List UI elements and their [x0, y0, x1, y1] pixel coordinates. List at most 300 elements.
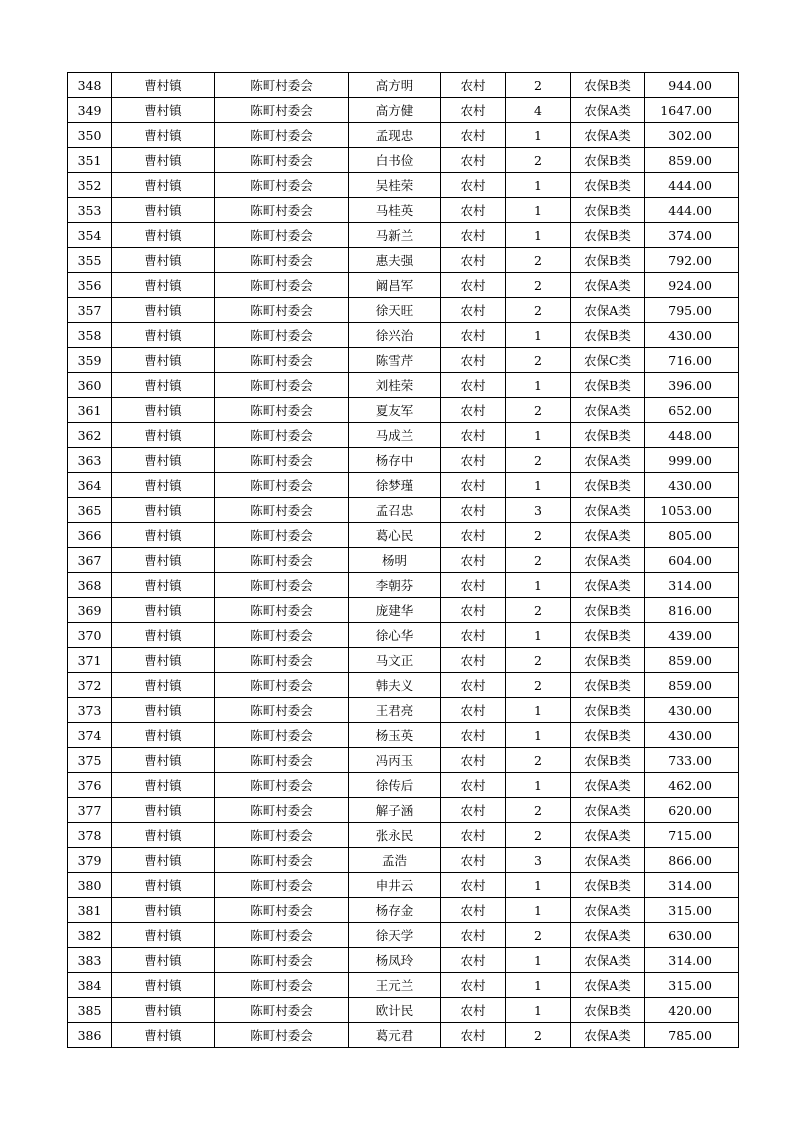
cell-village-committee: 陈町村委会 [215, 173, 349, 198]
cell-town: 曹村镇 [112, 573, 215, 598]
table-row [68, 523, 739, 548]
cell-insurance-category: 农保B类 [571, 373, 645, 398]
cell-insurance-category: 农保A类 [571, 973, 645, 998]
cell-amount: 785.00 [645, 1023, 739, 1048]
cell-area-type: 农村 [441, 923, 506, 948]
table-row [68, 173, 739, 198]
cell-amount: 374.00 [645, 223, 739, 248]
cell-town: 曹村镇 [112, 898, 215, 923]
cell-village-committee: 陈町村委会 [215, 548, 349, 573]
table-row [68, 948, 739, 973]
cell-village-committee: 陈町村委会 [215, 98, 349, 123]
table-row [68, 1023, 739, 1048]
cell-town: 曹村镇 [112, 773, 215, 798]
cell-town: 曹村镇 [112, 723, 215, 748]
cell-area-type: 农村 [441, 223, 506, 248]
cell-village-committee: 陈町村委会 [215, 773, 349, 798]
cell-area-type: 农村 [441, 523, 506, 548]
cell-amount: 430.00 [645, 323, 739, 348]
table-row [68, 223, 739, 248]
cell-serial-number: 368 [68, 573, 112, 598]
table-row [68, 123, 739, 148]
cell-village-committee: 陈町村委会 [215, 573, 349, 598]
cell-serial-number: 360 [68, 373, 112, 398]
cell-insurance-category: 农保B类 [571, 998, 645, 1023]
table-row [68, 273, 739, 298]
cell-area-type: 农村 [441, 548, 506, 573]
cell-insurance-category: 农保A类 [571, 823, 645, 848]
cell-area-type: 农村 [441, 73, 506, 98]
cell-recipient-name: 冯丙玉 [349, 748, 441, 773]
cell-area-type: 农村 [441, 448, 506, 473]
cell-amount: 999.00 [645, 448, 739, 473]
cell-village-committee: 陈町村委会 [215, 348, 349, 373]
cell-area-type: 农村 [441, 598, 506, 623]
table-row [68, 748, 739, 773]
cell-serial-number: 353 [68, 198, 112, 223]
cell-serial-number: 367 [68, 548, 112, 573]
cell-village-committee: 陈町村委会 [215, 623, 349, 648]
cell-serial-number: 372 [68, 673, 112, 698]
cell-town: 曹村镇 [112, 798, 215, 823]
cell-village-committee: 陈町村委会 [215, 898, 349, 923]
cell-amount: 795.00 [645, 298, 739, 323]
cell-insurance-category: 农保B类 [571, 473, 645, 498]
cell-serial-number: 371 [68, 648, 112, 673]
cell-town: 曹村镇 [112, 98, 215, 123]
cell-town: 曹村镇 [112, 348, 215, 373]
cell-serial-number: 355 [68, 248, 112, 273]
table-row [68, 873, 739, 898]
cell-serial-number: 348 [68, 73, 112, 98]
table-row [68, 323, 739, 348]
cell-recipient-name: 吴桂荣 [349, 173, 441, 198]
cell-insurance-category: 农保A类 [571, 898, 645, 923]
cell-serial-number: 382 [68, 923, 112, 948]
cell-amount: 944.00 [645, 73, 739, 98]
cell-recipient-name: 徐天学 [349, 923, 441, 948]
cell-town: 曹村镇 [112, 848, 215, 873]
cell-recipient-name: 徐天旺 [349, 298, 441, 323]
cell-amount: 924.00 [645, 273, 739, 298]
cell-recipient-name: 徐心华 [349, 623, 441, 648]
table-row [68, 673, 739, 698]
table-row [68, 98, 739, 123]
cell-area-type: 农村 [441, 723, 506, 748]
cell-town: 曹村镇 [112, 948, 215, 973]
cell-household-persons: 2 [506, 348, 571, 373]
cell-area-type: 农村 [441, 798, 506, 823]
cell-insurance-category: 农保C类 [571, 348, 645, 373]
cell-insurance-category: 农保A类 [571, 448, 645, 473]
cell-insurance-category: 农保B类 [571, 173, 645, 198]
cell-amount: 652.00 [645, 398, 739, 423]
cell-recipient-name: 孟现忠 [349, 123, 441, 148]
cell-town: 曹村镇 [112, 1023, 215, 1048]
cell-village-committee: 陈町村委会 [215, 273, 349, 298]
cell-village-committee: 陈町村委会 [215, 498, 349, 523]
cell-serial-number: 370 [68, 623, 112, 648]
table-row [68, 398, 739, 423]
cell-household-persons: 2 [506, 73, 571, 98]
cell-household-persons: 1 [506, 473, 571, 498]
cell-village-committee: 陈町村委会 [215, 673, 349, 698]
cell-serial-number: 351 [68, 148, 112, 173]
cell-household-persons: 1 [506, 173, 571, 198]
cell-insurance-category: 农保B类 [571, 748, 645, 773]
cell-serial-number: 365 [68, 498, 112, 523]
table-row [68, 148, 739, 173]
cell-household-persons: 2 [506, 523, 571, 548]
table-body [68, 73, 739, 1048]
cell-amount: 1647.00 [645, 98, 739, 123]
cell-village-committee: 陈町村委会 [215, 823, 349, 848]
cell-area-type: 农村 [441, 948, 506, 973]
table-row [68, 348, 739, 373]
cell-amount: 448.00 [645, 423, 739, 448]
cell-serial-number: 357 [68, 298, 112, 323]
cell-village-committee: 陈町村委会 [215, 873, 349, 898]
cell-serial-number: 380 [68, 873, 112, 898]
cell-serial-number: 363 [68, 448, 112, 473]
cell-recipient-name: 杨存中 [349, 448, 441, 473]
cell-household-persons: 2 [506, 398, 571, 423]
cell-area-type: 农村 [441, 848, 506, 873]
cell-village-committee: 陈町村委会 [215, 123, 349, 148]
cell-insurance-category: 农保B类 [571, 623, 645, 648]
cell-recipient-name: 马成兰 [349, 423, 441, 448]
cell-recipient-name: 申井云 [349, 873, 441, 898]
cell-household-persons: 2 [506, 273, 571, 298]
cell-amount: 715.00 [645, 823, 739, 848]
cell-serial-number: 385 [68, 998, 112, 1023]
table-row [68, 973, 739, 998]
cell-area-type: 农村 [441, 698, 506, 723]
cell-insurance-category: 农保B类 [571, 673, 645, 698]
table-row [68, 473, 739, 498]
cell-amount: 444.00 [645, 173, 739, 198]
cell-village-committee: 陈町村委会 [215, 448, 349, 473]
cell-recipient-name: 马文正 [349, 648, 441, 673]
cell-insurance-category: 农保A类 [571, 1023, 645, 1048]
cell-household-persons: 1 [506, 123, 571, 148]
cell-village-committee: 陈町村委会 [215, 248, 349, 273]
cell-amount: 866.00 [645, 848, 739, 873]
cell-village-committee: 陈町村委会 [215, 223, 349, 248]
cell-recipient-name: 阚昌军 [349, 273, 441, 298]
table-row [68, 423, 739, 448]
cell-insurance-category: 农保B类 [571, 198, 645, 223]
cell-area-type: 农村 [441, 823, 506, 848]
cell-recipient-name: 葛心民 [349, 523, 441, 548]
cell-village-committee: 陈町村委会 [215, 923, 349, 948]
cell-household-persons: 2 [506, 298, 571, 323]
cell-household-persons: 1 [506, 973, 571, 998]
table-row [68, 498, 739, 523]
table-row [68, 998, 739, 1023]
cell-town: 曹村镇 [112, 198, 215, 223]
cell-recipient-name: 孟召忠 [349, 498, 441, 523]
cell-village-committee: 陈町村委会 [215, 523, 349, 548]
table-row [68, 723, 739, 748]
cell-household-persons: 1 [506, 873, 571, 898]
cell-insurance-category: 农保B类 [571, 323, 645, 348]
cell-town: 曹村镇 [112, 998, 215, 1023]
cell-amount: 604.00 [645, 548, 739, 573]
cell-village-committee: 陈町村委会 [215, 473, 349, 498]
table-row [68, 598, 739, 623]
cell-insurance-category: 农保A类 [571, 123, 645, 148]
cell-town: 曹村镇 [112, 298, 215, 323]
cell-amount: 620.00 [645, 798, 739, 823]
cell-insurance-category: 农保B类 [571, 73, 645, 98]
cell-amount: 430.00 [645, 473, 739, 498]
cell-recipient-name: 李朝芬 [349, 573, 441, 598]
cell-serial-number: 349 [68, 98, 112, 123]
cell-town: 曹村镇 [112, 373, 215, 398]
cell-recipient-name: 夏友军 [349, 398, 441, 423]
cell-insurance-category: 农保A类 [571, 273, 645, 298]
cell-town: 曹村镇 [112, 273, 215, 298]
cell-serial-number: 369 [68, 598, 112, 623]
cell-village-committee: 陈町村委会 [215, 598, 349, 623]
cell-town: 曹村镇 [112, 73, 215, 98]
cell-insurance-category: 农保A类 [571, 98, 645, 123]
cell-town: 曹村镇 [112, 623, 215, 648]
cell-recipient-name: 惠夫强 [349, 248, 441, 273]
cell-village-committee: 陈町村委会 [215, 423, 349, 448]
cell-town: 曹村镇 [112, 923, 215, 948]
table-row [68, 573, 739, 598]
cell-insurance-category: 农保A类 [571, 848, 645, 873]
cell-serial-number: 350 [68, 123, 112, 148]
cell-serial-number: 375 [68, 748, 112, 773]
cell-area-type: 农村 [441, 648, 506, 673]
cell-recipient-name: 孟浩 [349, 848, 441, 873]
cell-insurance-category: 农保A类 [571, 798, 645, 823]
cell-amount: 716.00 [645, 348, 739, 373]
cell-town: 曹村镇 [112, 823, 215, 848]
cell-recipient-name: 马桂英 [349, 198, 441, 223]
cell-town: 曹村镇 [112, 173, 215, 198]
cell-village-committee: 陈町村委会 [215, 848, 349, 873]
cell-recipient-name: 杨存金 [349, 898, 441, 923]
cell-insurance-category: 农保B类 [571, 423, 645, 448]
table-row [68, 898, 739, 923]
cell-recipient-name: 马新兰 [349, 223, 441, 248]
cell-village-committee: 陈町村委会 [215, 648, 349, 673]
cell-amount: 314.00 [645, 948, 739, 973]
cell-village-committee: 陈町村委会 [215, 948, 349, 973]
cell-serial-number: 356 [68, 273, 112, 298]
cell-household-persons: 1 [506, 773, 571, 798]
cell-serial-number: 384 [68, 973, 112, 998]
cell-amount: 462.00 [645, 773, 739, 798]
cell-household-persons: 1 [506, 323, 571, 348]
cell-serial-number: 386 [68, 1023, 112, 1048]
cell-town: 曹村镇 [112, 473, 215, 498]
cell-area-type: 农村 [441, 298, 506, 323]
cell-town: 曹村镇 [112, 748, 215, 773]
table-row [68, 198, 739, 223]
cell-recipient-name: 王元兰 [349, 973, 441, 998]
cell-town: 曹村镇 [112, 548, 215, 573]
cell-household-persons: 1 [506, 948, 571, 973]
cell-amount: 859.00 [645, 673, 739, 698]
cell-household-persons: 2 [506, 598, 571, 623]
cell-household-persons: 2 [506, 548, 571, 573]
cell-village-committee: 陈町村委会 [215, 798, 349, 823]
cell-household-persons: 2 [506, 448, 571, 473]
cell-town: 曹村镇 [112, 498, 215, 523]
cell-insurance-category: 农保B类 [571, 873, 645, 898]
cell-amount: 805.00 [645, 523, 739, 548]
cell-serial-number: 364 [68, 473, 112, 498]
table-row [68, 623, 739, 648]
cell-insurance-category: 农保A类 [571, 773, 645, 798]
cell-town: 曹村镇 [112, 973, 215, 998]
cell-insurance-category: 农保A类 [571, 298, 645, 323]
table-row [68, 73, 739, 98]
cell-serial-number: 381 [68, 898, 112, 923]
table-row [68, 798, 739, 823]
table-row [68, 923, 739, 948]
cell-village-committee: 陈町村委会 [215, 398, 349, 423]
cell-serial-number: 377 [68, 798, 112, 823]
table-row [68, 848, 739, 873]
cell-area-type: 农村 [441, 898, 506, 923]
cell-village-committee: 陈町村委会 [215, 748, 349, 773]
cell-household-persons: 2 [506, 923, 571, 948]
cell-insurance-category: 农保B类 [571, 723, 645, 748]
beneficiary-table [67, 72, 739, 1048]
cell-amount: 314.00 [645, 873, 739, 898]
cell-household-persons: 1 [506, 573, 571, 598]
cell-recipient-name: 高方明 [349, 73, 441, 98]
cell-serial-number: 379 [68, 848, 112, 873]
cell-village-committee: 陈町村委会 [215, 698, 349, 723]
cell-insurance-category: 农保A类 [571, 398, 645, 423]
cell-area-type: 农村 [441, 998, 506, 1023]
cell-area-type: 农村 [441, 98, 506, 123]
cell-insurance-category: 农保B类 [571, 698, 645, 723]
cell-household-persons: 2 [506, 648, 571, 673]
cell-area-type: 农村 [441, 198, 506, 223]
cell-village-committee: 陈町村委会 [215, 148, 349, 173]
cell-area-type: 农村 [441, 673, 506, 698]
cell-area-type: 农村 [441, 373, 506, 398]
cell-household-persons: 2 [506, 1023, 571, 1048]
cell-area-type: 农村 [441, 423, 506, 448]
cell-insurance-category: 农保B类 [571, 598, 645, 623]
table-row [68, 698, 739, 723]
cell-town: 曹村镇 [112, 648, 215, 673]
cell-area-type: 农村 [441, 398, 506, 423]
cell-town: 曹村镇 [112, 448, 215, 473]
cell-insurance-category: 农保A类 [571, 948, 645, 973]
table-row [68, 648, 739, 673]
cell-serial-number: 361 [68, 398, 112, 423]
cell-area-type: 农村 [441, 773, 506, 798]
cell-insurance-category: 农保A类 [571, 573, 645, 598]
cell-village-committee: 陈町村委会 [215, 998, 349, 1023]
cell-recipient-name: 高方健 [349, 98, 441, 123]
cell-insurance-category: 农保A类 [571, 923, 645, 948]
cell-village-committee: 陈町村委会 [215, 723, 349, 748]
cell-area-type: 农村 [441, 323, 506, 348]
cell-recipient-name: 徐传后 [349, 773, 441, 798]
table-row [68, 823, 739, 848]
cell-area-type: 农村 [441, 873, 506, 898]
cell-household-persons: 1 [506, 198, 571, 223]
cell-insurance-category: 农保A类 [571, 523, 645, 548]
cell-amount: 430.00 [645, 723, 739, 748]
cell-serial-number: 352 [68, 173, 112, 198]
cell-recipient-name: 陈雪芹 [349, 348, 441, 373]
cell-amount: 733.00 [645, 748, 739, 773]
cell-amount: 444.00 [645, 198, 739, 223]
cell-village-committee: 陈町村委会 [215, 973, 349, 998]
cell-recipient-name: 庞建华 [349, 598, 441, 623]
cell-serial-number: 358 [68, 323, 112, 348]
cell-recipient-name: 葛元君 [349, 1023, 441, 1048]
cell-area-type: 农村 [441, 623, 506, 648]
cell-village-committee: 陈町村委会 [215, 298, 349, 323]
cell-amount: 314.00 [645, 573, 739, 598]
cell-town: 曹村镇 [112, 248, 215, 273]
cell-amount: 420.00 [645, 998, 739, 1023]
cell-amount: 630.00 [645, 923, 739, 948]
cell-amount: 430.00 [645, 698, 739, 723]
cell-town: 曹村镇 [112, 398, 215, 423]
cell-recipient-name: 白书俭 [349, 148, 441, 173]
cell-town: 曹村镇 [112, 673, 215, 698]
cell-town: 曹村镇 [112, 698, 215, 723]
cell-household-persons: 1 [506, 723, 571, 748]
cell-recipient-name: 张永民 [349, 823, 441, 848]
cell-village-committee: 陈町村委会 [215, 73, 349, 98]
cell-village-committee: 陈町村委会 [215, 1023, 349, 1048]
cell-serial-number: 374 [68, 723, 112, 748]
table-row [68, 448, 739, 473]
cell-insurance-category: 农保B类 [571, 223, 645, 248]
cell-area-type: 农村 [441, 473, 506, 498]
cell-serial-number: 373 [68, 698, 112, 723]
cell-household-persons: 3 [506, 498, 571, 523]
cell-area-type: 农村 [441, 123, 506, 148]
cell-recipient-name: 王君亮 [349, 698, 441, 723]
cell-area-type: 农村 [441, 273, 506, 298]
cell-amount: 859.00 [645, 148, 739, 173]
cell-household-persons: 2 [506, 673, 571, 698]
cell-serial-number: 359 [68, 348, 112, 373]
cell-household-persons: 2 [506, 823, 571, 848]
cell-household-persons: 4 [506, 98, 571, 123]
cell-insurance-category: 农保B类 [571, 148, 645, 173]
cell-village-committee: 陈町村委会 [215, 323, 349, 348]
cell-town: 曹村镇 [112, 523, 215, 548]
cell-town: 曹村镇 [112, 148, 215, 173]
table-row [68, 373, 739, 398]
cell-recipient-name: 刘桂荣 [349, 373, 441, 398]
cell-town: 曹村镇 [112, 123, 215, 148]
cell-recipient-name: 杨明 [349, 548, 441, 573]
cell-recipient-name: 杨玉英 [349, 723, 441, 748]
table-row [68, 298, 739, 323]
cell-insurance-category: 农保A类 [571, 548, 645, 573]
cell-area-type: 农村 [441, 1023, 506, 1048]
cell-insurance-category: 农保B类 [571, 248, 645, 273]
